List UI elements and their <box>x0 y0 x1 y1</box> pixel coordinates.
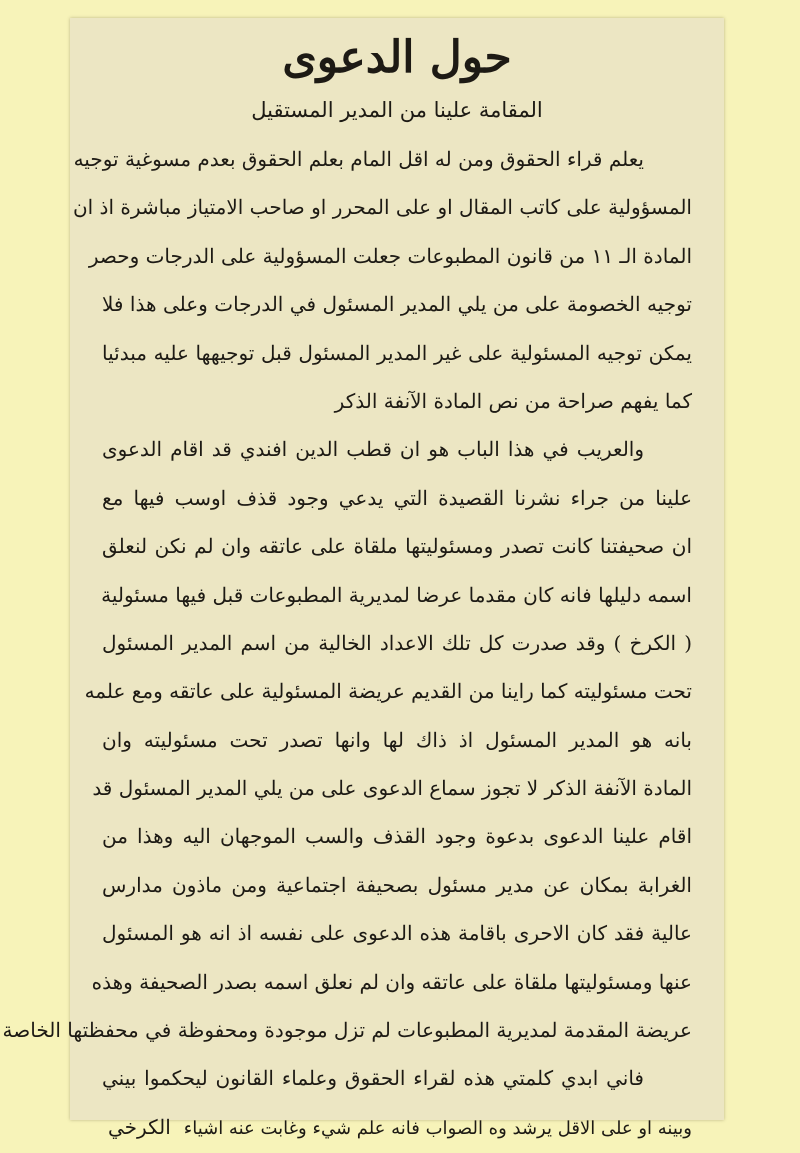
article-line: والعريب في هذا الباب هو ان قطب الدين افندي قد اقام الدعوى <box>102 437 644 462</box>
article-line: فاني ابدي كلمتي هذه لقراء الحقوق وعلماء القانون ليحكموا بيني <box>102 1066 644 1091</box>
article-line: علينا من جراء نشرنا القصيدة التي يدعي وجود قذف اوسب فيها مع <box>102 485 693 510</box>
article-line: المسؤولية على كاتب المقال او على المحرر او صاحب الامتياز مباشرة اذ ان <box>72 195 692 220</box>
article-subtitle: المقامة علينا من المدير المستقيل <box>251 98 543 122</box>
article-line: عنها ومسئوليتها ملقاة على عاتقه وان لم نعلق اسمه بصدر الصحيفة وهذه <box>91 969 692 994</box>
article-body <box>2 135 693 1151</box>
article-line: تحت مسئوليته كما راينا من القديم عريضة المسئولية على عاتقه ومع علمه <box>84 679 692 704</box>
author-signature: الكرخي <box>108 1114 171 1139</box>
article-line: يعلم قراء الحقوق ومن له اقل المام بعلم الحقوق بعدم مسوغية توجيه <box>73 147 644 171</box>
article-line: توجيه الخصومة على من يلي المدير المسئول في الدرجات وعلى هذا فلا <box>102 292 692 317</box>
article-line: اقام علينا الدعوى بدعوة وجود القذف والسب الموجهان اليه وهذا من <box>102 824 692 849</box>
article-line: المادة الـ ١١ من قانون المطبوعات جعلت المسؤولية على الدرجات وحصر <box>88 243 692 268</box>
article-line: كما يفهم صراحة من نص المادة الآنفة الذكر <box>334 388 692 413</box>
article-line: بانه هو المدير المسئول اذ ذاك لها وانها تصدر تحت مسئوليته وان <box>102 727 692 752</box>
newspaper-clipping <box>2 18 724 1139</box>
article-line: اسمه دليلها فانه كان مقدما عرضا لمديرية المطبوعات قبل فيها مسئولية <box>101 582 692 607</box>
article-line: ( الكرخ ) وقد صدرت كل تلك الاعداد الخالية من اسم المدير المسئول <box>102 630 692 655</box>
article-line: الغرابة بمكان عن مدير مسئول بصحيفة اجتماعية ومن ماذون مدارس <box>102 872 692 897</box>
article-line: ان صحيفتنا كانت تصدر ومسئوليتها ملقاة على عاتقه وان لم نكن لنعلق <box>102 534 692 559</box>
closing-row <box>102 1103 692 1151</box>
article-last-line: وبينه او على الاقل يرشد وه الصواب فانه علم شيء وغابت عنه اشياء <box>183 1117 692 1139</box>
article-line: يمكن توجيه المسئولية على غير المدير المسئول قبل توجيهها عليه مبدئيا <box>102 340 692 365</box>
article-line: عريضة المقدمة لمديرية المطبوعات لم تزل موجودة ومحفوظة في محفظتها الخاصة <box>2 1018 692 1043</box>
article-title: حول الدعوى <box>282 32 512 83</box>
article-line: عالية فقد كان الاحرى باقامة هذه الدعوى على نفسه اذ انه هو المسئول <box>102 921 692 946</box>
article-line: المادة الآنفة الذكر لا تجوز سماع الدعوى على من يلي المدير المسئول قد <box>92 776 692 801</box>
